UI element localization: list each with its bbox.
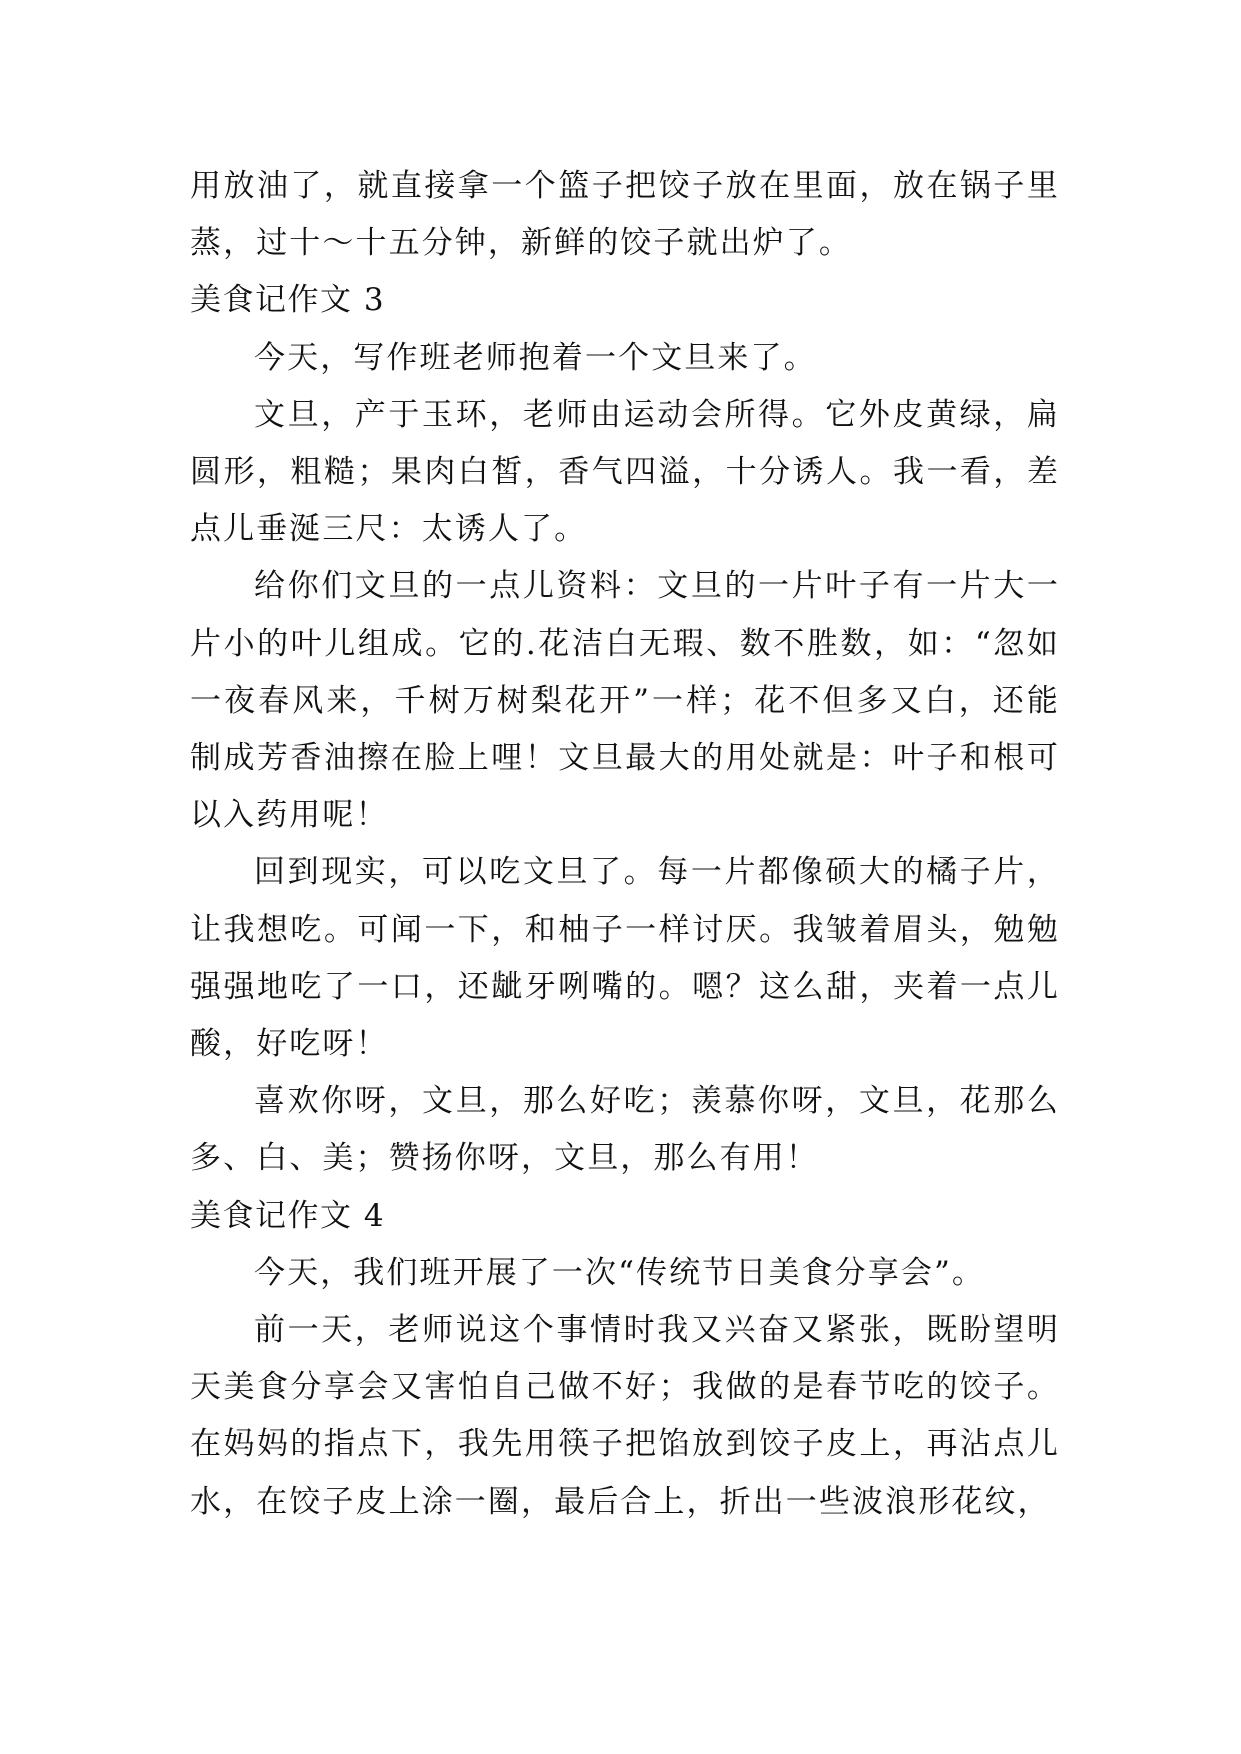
paragraph: 前一天，老师说这个事情时我又兴奋又紧张，既盼望明天美食分享会又害怕自己做不好；我做的是春节吃的饺子。在妈妈的指点下，我先用筷子把馅放到饺子皮上，再沾点儿水，在饺子皮上涂一圈，最后合上，折出一些波浪形花纹，	[190, 1312, 1060, 1520]
document-body	[190, 158, 1060, 1531]
paragraph: 给你们文旦的一点儿资料：文旦的一片叶子有一片大一片小的叶儿组成。它的.花洁白无瑕、数不胜数，如：“忽如一夜春风来，千树万树梨花开”一样；花不但多又白，还能制成芳香油擦在脸上哩！文旦最大的用处就是：叶子和根可以入药用呢！	[190, 568, 1060, 834]
paragraph: 今天，我们班开展了一次“传统节日美食分享会”。	[254, 1254, 985, 1291]
section-heading: 美食记作文 3	[190, 282, 386, 319]
paragraph: 喜欢你呀，文旦，那么好吃；羡慕你呀，文旦，花那么多、白、美；赞扬你呀，文旦，那么有用！	[190, 1083, 1060, 1177]
paragraph: 文旦，产于玉环，老师由运动会所得。它外皮黄绿，扁圆形，粗糙；果肉白皙，香气四溢，十分诱人。我一看，差点儿垂涎三尺：太诱人了。	[190, 396, 1060, 548]
section-heading: 美食记作文 4	[190, 1197, 386, 1234]
paragraph: 回到现实，可以吃文旦了。每一片都像硕大的橘子片，让我想吃。可闻一下，和柚子一样讨厌。我皱着眉头，勉勉强强地吃了一口，还龇牙咧嘴的。嗯？这么甜，夹着一点儿酸，好吃呀！	[190, 854, 1060, 1063]
paragraph: 今天，写作班老师抱着一个文旦来了。	[254, 339, 817, 376]
paragraph: 用放油了，就直接拿一个篮子把饺子放在里面，放在锅子里蒸，过十～十五分钟，新鲜的饺子就出炉了。	[190, 168, 1060, 262]
